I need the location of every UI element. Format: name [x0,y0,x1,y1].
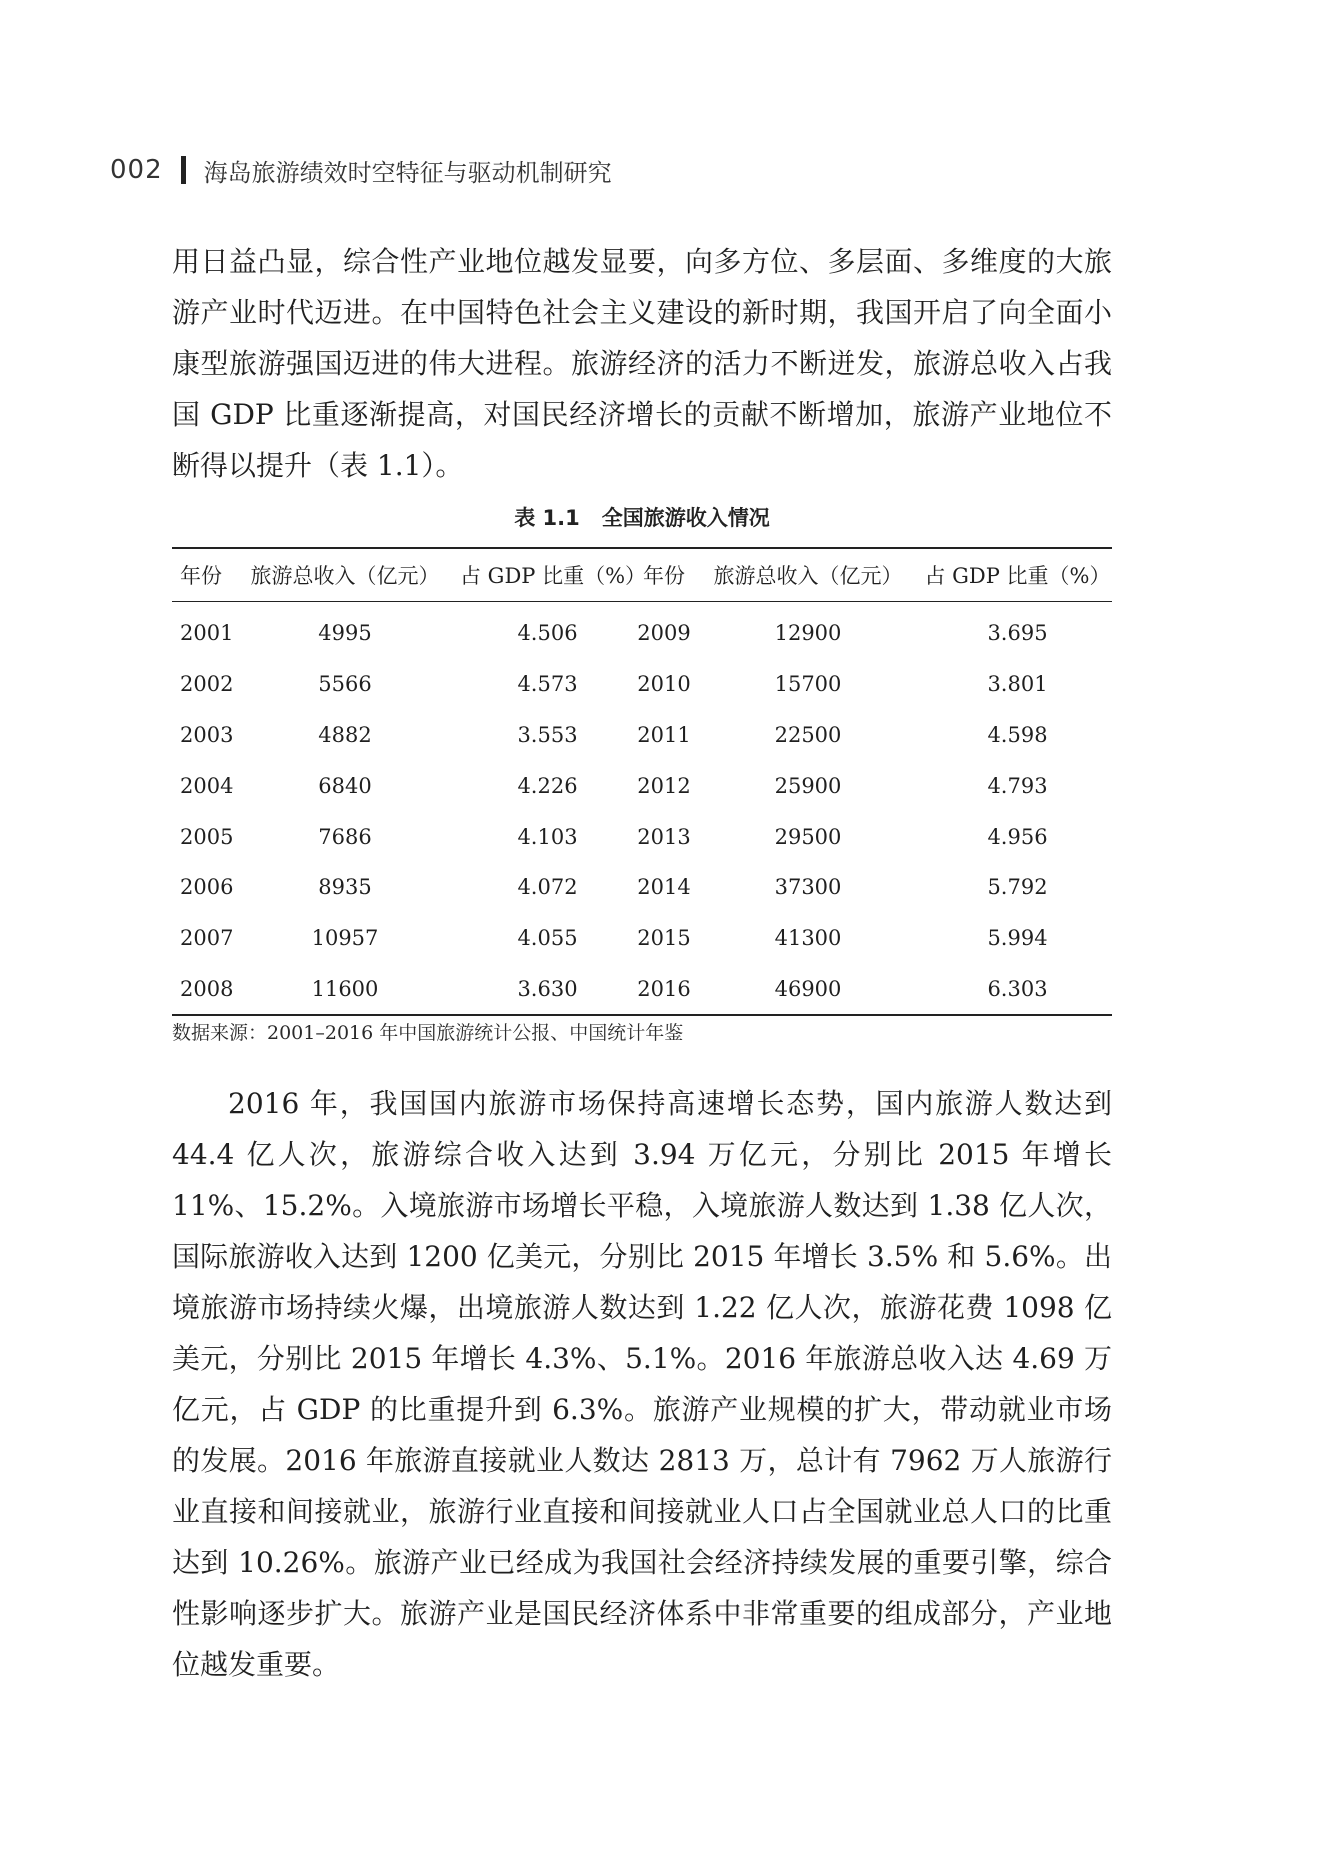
table-cell: 2001 [180,621,234,646]
table-row [172,602,1112,659]
table-cell: 4.055 [517,926,578,951]
table-cell: 2003 [180,722,234,747]
table-cell: 4.956 [987,824,1048,849]
table-cell: 2002 [180,672,234,697]
table-row [172,913,1112,964]
table-cell: 4.226 [517,773,578,798]
book-title: 海岛旅游绩效时空特征与驱动机制研究 [203,158,612,187]
table-cell: 2007 [180,926,234,951]
paragraph-1: 用日益凸显，综合性产业地位越发显要，向多方位、多层面、多维度的大旅游产业时代迈进。在中国特色社会主义建设的新时期，我国开启了向全面小康型旅游强国迈进的伟大进程。旅游经济的活力不断迸发，旅游总收入占我国 GDP 比重逐渐提高，对国民经济增长的贡献不断增加，旅游产业地位不断得以提升（表 1.1）。 [172,245,1112,482]
table-row [172,964,1112,1016]
table-cell: 2015 [637,926,691,951]
table-cell: 3.695 [987,621,1048,646]
table-cell: 29500 [774,824,842,849]
table-cell: 4.506 [517,621,578,646]
table-cell: 25900 [774,773,842,798]
table-cell: 4.573 [517,672,578,697]
table-cell: 5.792 [987,875,1048,900]
table-cell: 2013 [637,824,691,849]
table-header-cell: 年份 [643,564,685,588]
table-header-cell: 占 GDP 比重（%） [924,564,1111,588]
table-cell: 6.303 [987,976,1048,1001]
table-cell: 2005 [180,824,234,849]
table-cell: 46900 [774,976,842,1001]
table-cell: 4882 [318,722,372,747]
table-cell: 2009 [637,621,691,646]
table-cell: 2004 [180,773,234,798]
table-header-cell: 年份 [180,564,222,588]
table-cell: 11600 [311,976,379,1001]
table-cell: 12900 [774,621,842,646]
table-cell: 4.598 [987,722,1048,747]
table-cell: 5.994 [987,926,1048,951]
table-cell: 7686 [318,824,372,849]
table-caption-label: 表 1.1 [514,506,580,530]
table-source-note: 数据来源：2001–2016 年中国旅游统计公报、中国统计年鉴 [172,1022,684,1044]
table-row [172,862,1112,913]
table-cell: 5566 [318,672,372,697]
table-cell: 2016 [637,976,691,1001]
table-cell: 2006 [180,875,234,900]
table-cell: 15700 [774,672,842,697]
table-row [172,710,1112,761]
table-cell: 3.553 [517,722,578,747]
table-header-cell: 旅游总收入（亿元） [713,564,903,588]
paragraph-2: 2016 年，我国国内旅游市场保持高速增长态势，国内旅游人数达到 44.4 亿人次，旅游综合收入达到 3.94 万亿元，分别比 2015 年增长 11%、15.2%。入境旅游市场增长平稳，入境旅游人数达到 1.38 亿人次，国际旅游收入达到 1200 亿美元，分别比 2015 年增长 3.5% 和 5.6%。出境旅游市场持续火爆，出境旅游人数达到 1.22 亿人次，旅游花费 1098 亿美元，分别比 2015 年增长 4.3%、5.1%。2016 年旅游总收入达 4.69 万亿元，占 GDP 的比重提升到 6.3%。旅游产业规模的扩大，带动就业市场的发展。2016 年旅游直接就业人数达 2813 万，总计有 7962 万人旅游行业直接和间接就业，旅游行业直接和间接就业人口占全国就业总人口的比重达到 10.26%。旅游产业已经成为我国社会经济持续发展的重要引擎，综合性影响逐步扩大。旅游产业是国民经济体系中非常重要的组成部分，产业地位越发重要。 [172,1087,1112,1681]
table-cell: 2008 [180,976,234,1001]
table-caption [172,502,1112,532]
table-cell: 41300 [774,926,842,951]
table-header-cell: 旅游总收入（亿元） [250,564,440,588]
table-cell: 2010 [637,672,691,697]
table-cell: 3.801 [987,672,1048,697]
table-cell: 10957 [311,926,379,951]
table-header-row [172,548,1112,602]
header-divider [181,156,186,184]
table-cell: 2011 [637,722,691,747]
running-header [110,148,612,192]
table-cell: 3.630 [517,976,578,1001]
table-row [172,659,1112,710]
table-cell: 4.072 [517,875,578,900]
table-cell: 37300 [774,875,842,900]
table-header-cell: 占 GDP 比重（%） [460,564,647,588]
table-cell: 2014 [637,875,691,900]
table-cell: 2012 [637,773,691,798]
table-row [172,760,1112,811]
table-cell: 22500 [774,722,842,747]
tourism-revenue-table [172,547,1112,1016]
table-cell: 4995 [318,621,372,646]
table-caption-title: 全国旅游收入情况 [601,506,770,530]
table-cell: 8935 [318,875,372,900]
table-cell: 4.103 [517,824,578,849]
table-cell: 4.793 [987,773,1048,798]
table-cell: 6840 [318,773,372,798]
page-number: 002 [110,155,163,185]
table-row [172,811,1112,862]
